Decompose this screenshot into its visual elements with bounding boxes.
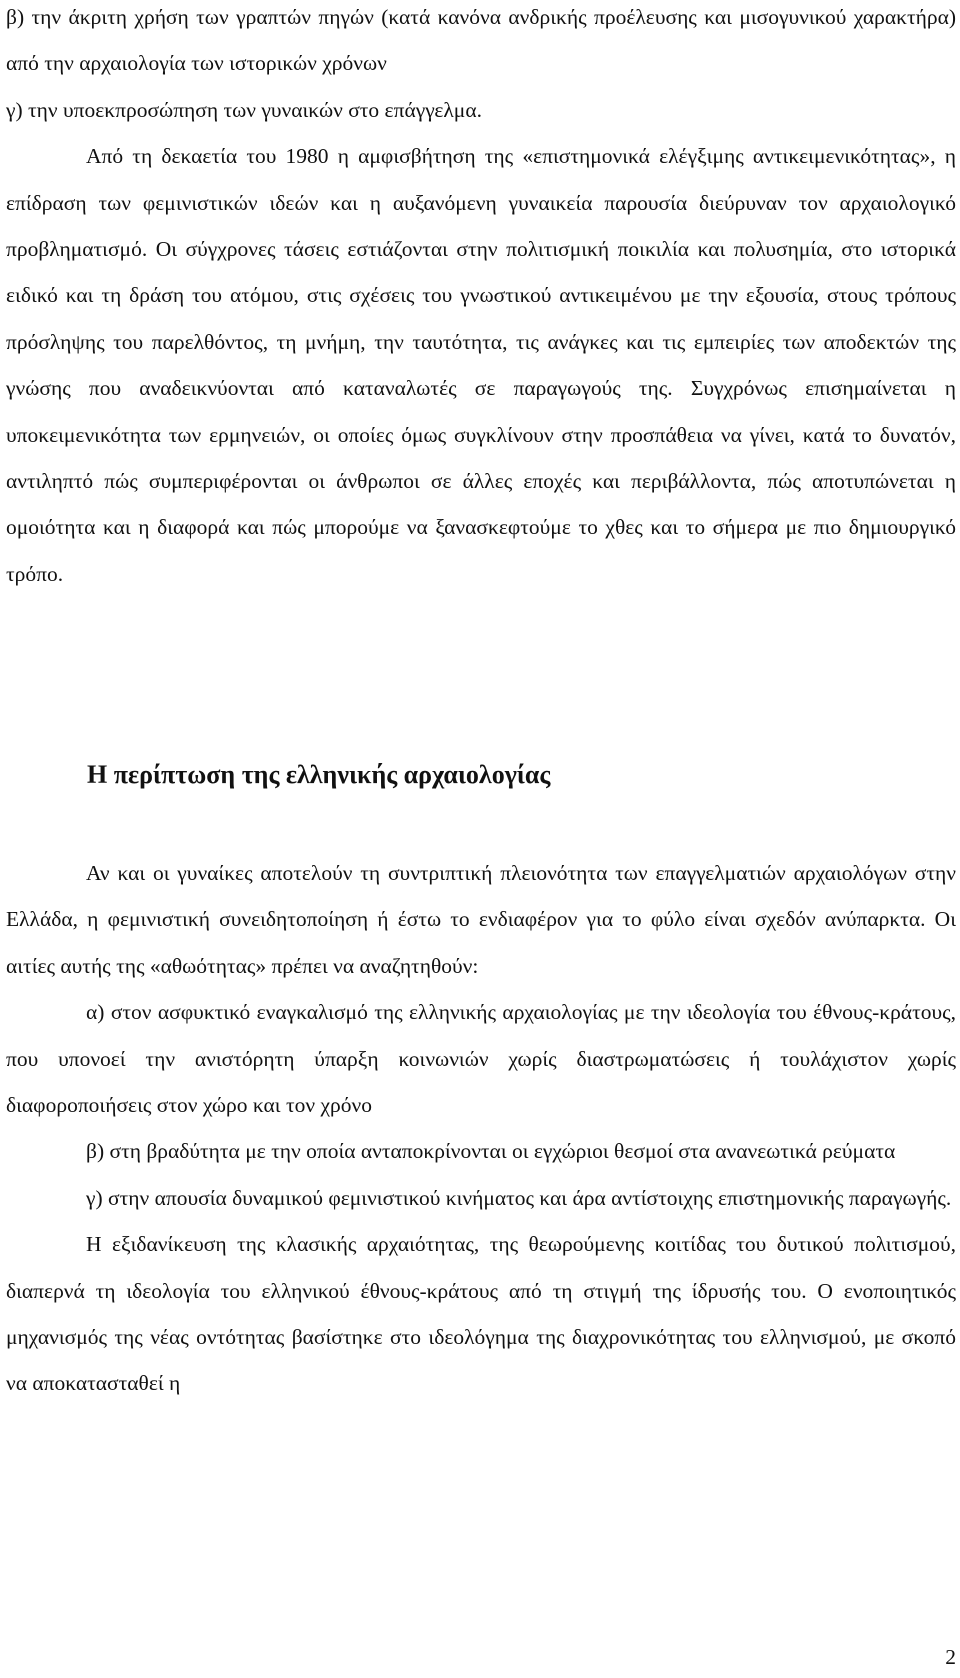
top-text-block (6, 0, 956, 597)
paragraph-list-item-c: γ) την υποεκπροσώπηση των γυναικών στο επάγγελμα. (6, 97, 482, 122)
paragraph-cause-a: α) στον ασφυκτικό εναγκαλισμό της ελληνικής αρχαιολογίας με την ιδεολογία του έθνους-κράτους, που υπονοεί την ανιστόρητη ύπαρξη κοινωνιών χωρίς διαστρωματώσεις ή τουλάχιστον χωρίς διαφοροποιήσεις στον χώρο και τον χρόνο (6, 1000, 956, 1118)
paragraph-idealization: Η εξιδανίκευση της κλασικής αρχαιότητας, της θεωρούμενης κοιτίδας του δυτικού πολιτισμού, διαπερνά τη ιδεολογία του ελληνικού έθνους-κράτους από τη στιγμή της ίδρυσής του. Ο ενοποιητικός μηχανισμός της νέας οντότητας βασίστηκε στο ιδεολόγημα της διαχρονικότητας του ελληνισμού, με σκοπό να αποκατασταθεί η (6, 1232, 956, 1396)
page-number: 2 (945, 1645, 956, 1669)
section-heading: Η περίπτωση της ελληνικής αρχαιολογίας (87, 760, 551, 789)
paragraph-since-1980: Από τη δεκαετία του 1980 η αμφισβήτηση της «επιστημονικά ελέγξιμης αντικειμενικότητας», η επίδραση των φεμινιστικών ιδεών και η αυξανόμενη γυναικεία παρουσία διεύρυναν τον αρχαιολογικό προβληματισμό. Οι σύγχρονες τάσεις εστιάζονται στην πολιτισμική ποικιλία και πολυσημία, στο ιστορικά ειδικό και τη δράση του ατόμου, στις σχέσεις του γνωστικού αντικειμένου με την εξουσία, στους τρόπους πρόσληψης του παρελθόντος, τη μνήμη, την ταυτότητα, τις ανάγκες και τις εμπειρίες των αποδεκτών της γνώσης που αναδεικνύονται από καταναλωτές σε παραγωγούς της. Συγχρόνως επισημαίνεται η υποκειμενικότητα των ερμηνειών, οι οποίες όμως συγκλίνουν στην προσπάθεια να γίνει, κατά το δυνατόν, αντιληπτό πώς συμπεριφέρονται οι άνθρωποι σε άλλες εποχές και περιβάλλοντα, πώς αποτυπώνεται η ομοιότητα και η διαφορά και πώς μπορούμε να ξανασκεφτούμε το χθες και το σήμερα με πιο δημιουργικό τρόπο. (6, 144, 956, 586)
bottom-text-block (6, 850, 956, 1407)
paragraph-list-item-b: β) την άκριτη χρήση των γραπτών πηγών (κατά κανόνα ανδρικής προέλευσης και μισογυνικού χαρακτήρα) από την αρχαιολογία των ιστορικών χρόνων (6, 5, 956, 76)
paragraph-women-majority: Αν και οι γυναίκες αποτελούν τη συντριπτική πλειονότητα των επαγγελματιών αρχαιολόγων στην Ελλάδα, η φεμινιστική συνειδητοποίηση ή έστω το ενδιαφέρον για το φύλο είναι σχεδόν ανύπαρκτα. Οι αιτίες αυτής της «αθωότητας» πρέπει να αναζητηθούν: (6, 861, 956, 978)
paragraph-cause-b: β) στη βραδύτητα με την οποία ανταποκρίνονται οι εγχώριοι θεσμοί στα ανανεωτικά ρεύματα (86, 1139, 896, 1164)
paragraph-cause-c: γ) στην απουσία δυναμικού φεμινιστικού κινήματος και άρα αντίστοιχης επιστημονικής παραγωγής. (86, 1185, 952, 1210)
